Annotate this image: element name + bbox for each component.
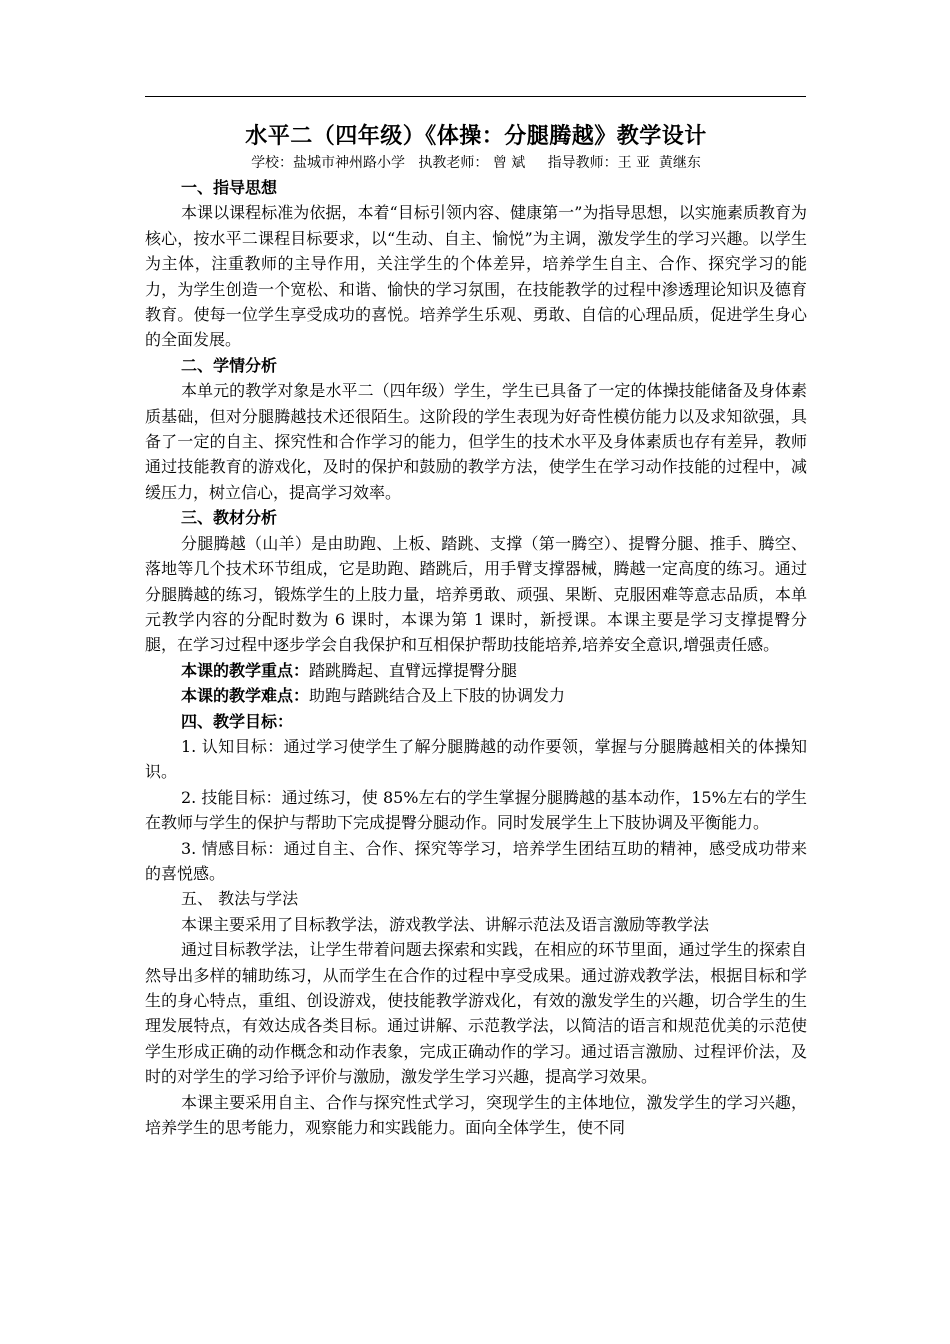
section-heading-1: 一、指导思想 [181, 178, 278, 197]
goal-skill: 2. 技能目标：通过练习，使 85%左右的学生掌握分腿腾越的基本动作，15%左右的学生在教师与学生的保护与帮助下完成提臀分腿动作。同时发展学生上下肢协调及平衡能力。 [145, 787, 807, 833]
paragraph: 本课以课程标准为依据，本着“目标引领内容、健康第一”为指导思想，以实施素质教育为核心，按水平二课程目标要求，以“生动、自主、愉悦”为主调，激发学生的学习兴趣。以学生为主体，注重教师的主导作用，关注学生的个体差异，培养学生自主、合作、探究学习的能力，为学生创造一个宽松、和谐、愉快的学习氛围，在技能教学的过程中渗透理论知识及德育教育。使每一位学生享受成功的喜悦。培养学生乐观、勇敢、自信的心理品质，促进学生身心的全面发展。 [145, 203, 807, 350]
key-point-line [145, 658, 807, 683]
section-heading-5: 五、 教法与学法 [181, 889, 299, 909]
paragraph: 分腿腾越（山羊）是由助跑、上板、踏跳、支撑（第一腾空）、提臀分腿、推手、腾空、落地等几个技术环节组成，它是助跑、踏跳后，用手臂支撑器械，腾越一定高度的练习。通过分腿腾越的练习，锻炼学生的上肢力量，培养勇敢、顽强、果断、克服困难等意志品质，本单元教学内容的分配时数为 6 课时，本课为第 1 课时，新授课。本课主要是学习支撑提臀分腿，在学习过程中逐步学会自我保护和互相保护帮助技能培养,培养安全意识,增强责任感。 [145, 533, 807, 655]
difficulty-line [145, 683, 807, 708]
section-heading-4: 四、教学目标： [181, 711, 294, 731]
section-heading-3: 三、教材分析 [181, 508, 278, 528]
paragraph: 本课主要采用了目标教学法，游戏教学法、讲解示范法及语言激励等教学法 [181, 914, 710, 934]
key-point-text: 踏跳腾起、直臂远撑提臀分腿 [309, 660, 518, 680]
difficulty-text: 助跑与踏跳结合及上下肢的协调发力 [309, 686, 566, 706]
difficulty-label: 本课的教学难点： [181, 686, 310, 706]
paragraph: 本单元的教学对象是水平二（四年级）学生，学生已具备了一定的体操技能储备及身体素质基础，但对分腿腾越技术还很陌生。这阶段的学生表现为好奇性模仿能力以及求知欲强，具备了一定的自主、探究性和合作学习的能力，但学生的技术水平及身体素质也存有差异，教师通过技能教育的游戏化，及时的保护和鼓励的教学方法，使学生在学习动作技能的过程中，减缓压力，树立信心，提高学习效率。 [145, 381, 807, 502]
header-rule [145, 96, 806, 97]
paragraph: 本课主要采用自主、合作与探究性式学习，突现学生的主体地位，激发学生的学习兴趣，培养学生的思考能力，观察能力和实践能力。面向全体学生，使不同 [145, 1092, 807, 1138]
document-title: 水平二（四年级）《体操：分腿腾越》教学设计 [245, 123, 707, 149]
author-info: 学校：盐城市神州路小学 执教老师： 曾 斌 指导教师：王 亚 黄继东 [251, 155, 701, 171]
goal-emotion: 3. 情感目标：通过自主、合作、探究等学习，培养学生团结互助的精神，感受成功带来的喜悦感。 [145, 838, 807, 883]
section-heading-2: 二、学情分析 [181, 355, 278, 375]
document-body [145, 120, 807, 1140]
goal-cognitive: 1. 认知目标：通过学习使学生了解分腿腾越的动作要领，掌握与分腿腾越相关的体操知识。 [145, 736, 807, 782]
paragraph: 通过目标教学法，让学生带着问题去探索和实践，在相应的环节里面，通过学生的探索自然导出多样的辅助练习，从而学生在合作的过程中享受成果。通过游戏教学法，根据目标和学生的身心特点，重组、创设游戏，使技能教学游戏化，有效的激发学生的兴趣，切合学生的生理发展特点，有效达成各类目标。通过讲解、示范教学法，以简洁的语言和规范优美的示范使学生形成正确的动作概念和动作表象，完成正确动作的学习。通过语言激励、过程评价法，及时的对学生的学习给予评价与激励，激发学生学习兴趣，提高学习效果。 [145, 940, 807, 1087]
key-point-label: 本课的教学重点： [181, 660, 310, 680]
